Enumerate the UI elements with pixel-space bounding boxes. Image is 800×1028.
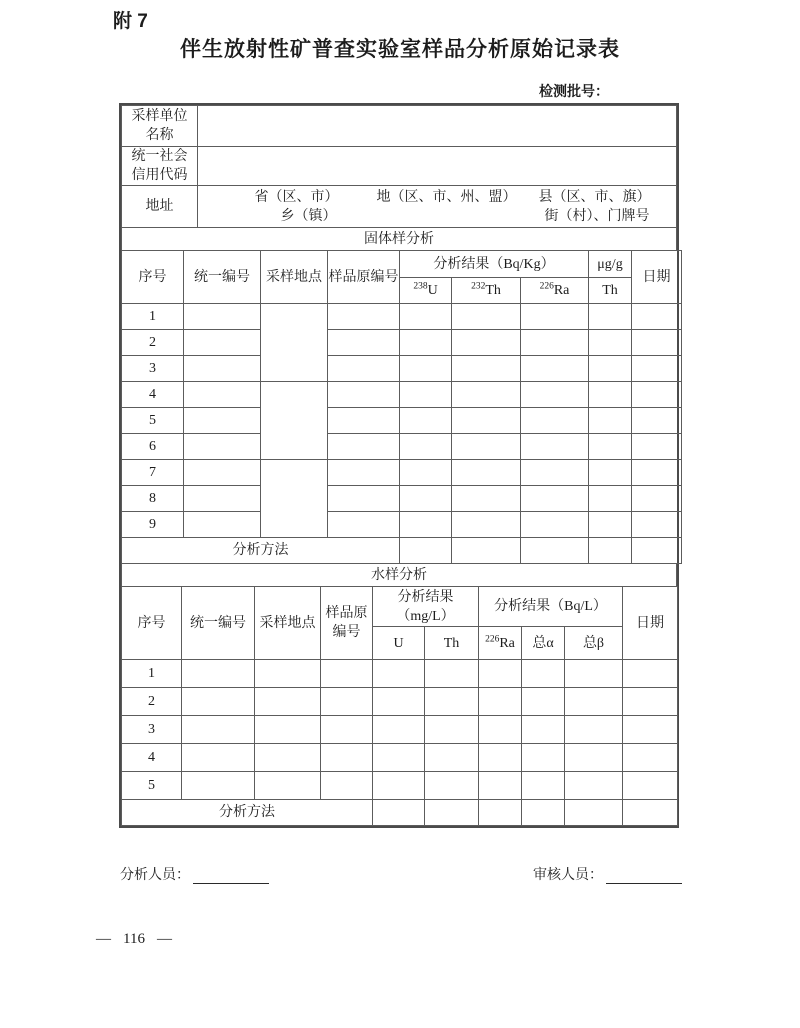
solid-table-row (122, 512, 682, 538)
water-beta-cell (565, 688, 623, 716)
water-date-cell (623, 716, 678, 744)
solid-sample-no-cell (328, 434, 400, 460)
solid-ra226-cell (521, 330, 589, 356)
water-date-cell (623, 660, 678, 688)
solid-unified-no-cell (184, 486, 261, 512)
water-col-location: 采样地点 (255, 587, 321, 660)
page-number-value: 116 (123, 931, 145, 947)
solid-th232-cell (452, 356, 521, 382)
sampling-unit-label (122, 106, 198, 147)
water-location-cell (255, 772, 321, 800)
water-col-sample-no (321, 587, 373, 660)
solid-u238-cell (400, 330, 452, 356)
water-method-label: 分析方法 (122, 800, 373, 826)
water-section-title: 水样分析 (122, 564, 677, 587)
solid-unified-no-cell (184, 460, 261, 486)
solid-method-u238-cell (400, 538, 452, 564)
attachment-label: 附 7 (113, 11, 148, 32)
water-analysis-table (121, 586, 678, 826)
water-beta-cell (565, 744, 623, 772)
solid-method-row (122, 538, 682, 564)
solid-col-ra226 (521, 278, 589, 304)
water-sample-no-cell (321, 716, 373, 744)
solid-unified-no-cell (184, 408, 261, 434)
solid-th-cell (589, 382, 632, 408)
water-col-result-mg-line2: （mg/L） (396, 608, 455, 624)
sampling-unit-value-cell (198, 106, 677, 147)
info-table (121, 105, 677, 228)
water-date-cell (623, 688, 678, 716)
water-col-sample-no-line2: 编号 (332, 625, 361, 640)
solid-header-row1 (122, 251, 682, 278)
water-ra226-cell (479, 660, 522, 688)
u238-superscript: 238 (413, 281, 428, 292)
water-method-alpha-cell (522, 800, 565, 826)
address-province-label: 省（区、市） (254, 189, 339, 205)
water-table-row (122, 772, 678, 800)
water-header-row1 (122, 587, 678, 627)
address-street-label: 街（村）、门牌号 (544, 208, 650, 224)
solid-method-date-cell (632, 538, 682, 564)
solid-th232-cell (452, 512, 521, 538)
water-alpha-cell (522, 660, 565, 688)
address-line1 (198, 188, 676, 207)
water-unified-no-cell (182, 772, 255, 800)
solid-seq-cell: 3 (122, 356, 184, 382)
solid-th-cell (589, 304, 632, 330)
water-col-result-bq: 分析结果（Bq/L） (479, 587, 623, 627)
water-beta-cell (565, 716, 623, 744)
solid-seq-cell: 8 (122, 486, 184, 512)
water-col-result-mg-line1: 分析结果 (397, 589, 454, 605)
solid-sample-no-cell (328, 304, 400, 330)
solid-th-cell (589, 460, 632, 486)
solid-ra226-cell (521, 304, 589, 330)
solid-section-bar (121, 227, 677, 251)
solid-col-result-group: 分析结果（Bq/Kg） (400, 251, 589, 278)
water-seq-cell: 1 (122, 660, 182, 688)
solid-u238-cell (400, 304, 452, 330)
solid-th232-cell (452, 382, 521, 408)
water-col-seq: 序号 (122, 587, 182, 660)
solid-unified-no-cell (184, 304, 261, 330)
water-ra226-cell (479, 744, 522, 772)
sampling-unit-label-line1: 采样单位 (131, 109, 188, 124)
water-section-bar (121, 563, 677, 587)
solid-location-cell (261, 460, 328, 538)
credit-code-label-line2: 信用代码 (131, 168, 188, 183)
solid-th232-cell (452, 330, 521, 356)
solid-unified-no-cell (184, 330, 261, 356)
water-col-u: U (373, 627, 425, 660)
water-location-cell (255, 688, 321, 716)
water-seq-cell: 2 (122, 688, 182, 716)
solid-u238-cell (400, 434, 452, 460)
water-col-sample-no-line1: 样品原 (325, 606, 368, 621)
address-county-label: 县（区、市、旗） (538, 189, 651, 205)
solid-section-title: 固体样分析 (122, 228, 677, 251)
water-sample-no-cell (321, 772, 373, 800)
solid-ra226-cell (521, 460, 589, 486)
water-col-result-mg (373, 587, 479, 627)
water-location-cell (255, 660, 321, 688)
analyst-field (120, 864, 269, 884)
solid-date-cell (632, 486, 682, 512)
water-method-u-cell (373, 800, 425, 826)
solid-sample-no-cell (328, 486, 400, 512)
analyst-label: 分析人员： (120, 868, 190, 883)
water-sample-no-cell (321, 744, 373, 772)
credit-code-value-cell (198, 147, 677, 186)
ra226-symbol: Ra (553, 283, 570, 298)
solid-th232-cell (452, 304, 521, 330)
solid-u238-cell (400, 382, 452, 408)
solid-sample-no-cell (328, 512, 400, 538)
solid-col-u238 (400, 278, 452, 304)
water-unified-no-cell (182, 660, 255, 688)
solid-col-seq: 序号 (122, 251, 184, 304)
solid-seq-cell: 7 (122, 460, 184, 486)
solid-table-row (122, 330, 682, 356)
solid-date-cell (632, 512, 682, 538)
water-date-cell (623, 744, 678, 772)
water-th-cell (425, 716, 479, 744)
solid-table-row (122, 356, 682, 382)
solid-method-th232-cell (452, 538, 521, 564)
solid-sample-no-cell (328, 408, 400, 434)
water-table-row (122, 688, 678, 716)
reviewer-field (533, 864, 682, 884)
solid-location-cell (261, 382, 328, 460)
solid-seq-cell: 6 (122, 434, 184, 460)
water-th-cell (425, 660, 479, 688)
ra226-superscript: 226 (485, 633, 500, 644)
solid-table-row (122, 460, 682, 486)
solid-sample-no-cell (328, 330, 400, 356)
reviewer-signature-line (606, 869, 682, 884)
solid-th-cell (589, 434, 632, 460)
solid-table-row (122, 434, 682, 460)
solid-col-sample-no: 样品原编号 (328, 251, 400, 304)
solid-th232-cell (452, 434, 521, 460)
address-line2 (198, 207, 676, 226)
solid-th-cell (589, 408, 632, 434)
water-method-beta-cell (565, 800, 623, 826)
solid-date-cell (632, 434, 682, 460)
solid-table-row (122, 382, 682, 408)
water-table-row (122, 716, 678, 744)
water-seq-cell: 3 (122, 716, 182, 744)
water-alpha-cell (522, 744, 565, 772)
water-method-ra226-cell (479, 800, 522, 826)
solid-location-cell (261, 304, 328, 382)
th232-superscript: 232 (471, 281, 486, 292)
record-form (119, 103, 679, 828)
solid-table-row (122, 408, 682, 434)
water-ra226-cell (479, 772, 522, 800)
water-seq-cell: 4 (122, 744, 182, 772)
solid-unified-no-cell (184, 512, 261, 538)
water-u-cell (373, 716, 425, 744)
solid-unified-no-cell (184, 434, 261, 460)
water-seq-cell: 5 (122, 772, 182, 800)
solid-analysis-table (121, 250, 682, 564)
sampling-unit-row (122, 106, 677, 147)
address-value-cell (198, 186, 677, 228)
ra226-superscript: 226 (539, 281, 554, 292)
solid-th-cell (589, 486, 632, 512)
solid-seq-cell: 1 (122, 304, 184, 330)
solid-th-cell (589, 512, 632, 538)
water-col-total-beta: 总β (565, 627, 623, 660)
water-alpha-cell (522, 688, 565, 716)
solid-col-ug-g: μg/g (589, 251, 632, 278)
credit-code-row (122, 147, 677, 186)
solid-ra226-cell (521, 434, 589, 460)
water-location-cell (255, 716, 321, 744)
water-method-row (122, 800, 678, 826)
solid-th232-cell (452, 408, 521, 434)
page-title: 伴生放射性矿普查实验室样品分析原始记录表 (180, 38, 620, 61)
solid-sample-no-cell (328, 460, 400, 486)
solid-sample-no-cell (328, 382, 400, 408)
solid-ra226-cell (521, 382, 589, 408)
solid-date-cell (632, 460, 682, 486)
water-sample-no-cell (321, 688, 373, 716)
water-u-cell (373, 688, 425, 716)
water-alpha-cell (522, 716, 565, 744)
water-u-cell (373, 660, 425, 688)
solid-date-cell (632, 408, 682, 434)
solid-date-cell (632, 304, 682, 330)
water-unified-no-cell (182, 716, 255, 744)
solid-th232-cell (452, 486, 521, 512)
water-beta-cell (565, 660, 623, 688)
water-col-date: 日期 (623, 587, 678, 660)
solid-ra226-cell (521, 486, 589, 512)
solid-date-cell (632, 330, 682, 356)
solid-table-row (122, 304, 682, 330)
credit-code-label (122, 147, 198, 186)
solid-col-date: 日期 (632, 251, 682, 304)
solid-u238-cell (400, 408, 452, 434)
solid-unified-no-cell (184, 356, 261, 382)
solid-u238-cell (400, 486, 452, 512)
solid-method-label: 分析方法 (122, 538, 400, 564)
solid-col-location: 采样地点 (261, 251, 328, 304)
water-col-total-alpha: 总α (522, 627, 565, 660)
water-unified-no-cell (182, 744, 255, 772)
u238-symbol: U (427, 283, 438, 298)
solid-seq-cell: 9 (122, 512, 184, 538)
address-row (122, 186, 677, 228)
water-sample-no-cell (321, 660, 373, 688)
water-col-ra226 (479, 627, 522, 660)
solid-sample-no-cell (328, 356, 400, 382)
solid-method-ra226-cell (521, 538, 589, 564)
solid-seq-cell: 5 (122, 408, 184, 434)
water-date-cell (623, 772, 678, 800)
solid-ra226-cell (521, 356, 589, 382)
solid-u238-cell (400, 460, 452, 486)
batch-number-label: 检测批号： (539, 85, 609, 100)
water-u-cell (373, 772, 425, 800)
solid-date-cell (632, 356, 682, 382)
reviewer-label: 审核人员： (533, 868, 603, 883)
solid-table-row (122, 486, 682, 512)
credit-code-label-line1: 统一社会 (131, 149, 188, 164)
water-th-cell (425, 744, 479, 772)
water-u-cell (373, 744, 425, 772)
solid-col-th232 (452, 278, 521, 304)
water-beta-cell (565, 772, 623, 800)
water-th-cell (425, 772, 479, 800)
solid-col-th: Th (589, 278, 632, 304)
water-ra226-cell (479, 688, 522, 716)
address-township-label: 乡（镇） (280, 208, 337, 224)
solid-date-cell (632, 382, 682, 408)
ra226-symbol: Ra (499, 635, 515, 651)
solid-th-cell (589, 330, 632, 356)
page-number-right-dash: — (156, 931, 172, 947)
solid-ra226-cell (521, 512, 589, 538)
water-unified-no-cell (182, 688, 255, 716)
analyst-signature-line (193, 869, 269, 884)
address-prefecture-label: 地（区、市、州、盟） (376, 189, 517, 205)
solid-seq-cell: 2 (122, 330, 184, 356)
solid-th232-cell (452, 460, 521, 486)
solid-unified-no-cell (184, 382, 261, 408)
address-label: 地址 (122, 186, 198, 228)
water-location-cell (255, 744, 321, 772)
water-table-row (122, 744, 678, 772)
solid-ra226-cell (521, 408, 589, 434)
water-table-row (122, 660, 678, 688)
sampling-unit-label-line2: 名称 (145, 128, 174, 143)
water-alpha-cell (522, 772, 565, 800)
solid-u238-cell (400, 512, 452, 538)
solid-th-cell (589, 356, 632, 382)
water-col-th: Th (425, 627, 479, 660)
solid-u238-cell (400, 356, 452, 382)
water-method-date-cell (623, 800, 678, 826)
th232-symbol: Th (485, 283, 501, 298)
page-number-left-dash: — (96, 931, 111, 947)
water-ra226-cell (479, 716, 522, 744)
water-col-unified-no: 统一编号 (182, 587, 255, 660)
solid-seq-cell: 4 (122, 382, 184, 408)
solid-method-th-cell (589, 538, 632, 564)
page-number (96, 931, 172, 948)
solid-col-unified-no: 统一编号 (184, 251, 261, 304)
water-th-cell (425, 688, 479, 716)
water-method-th-cell (425, 800, 479, 826)
